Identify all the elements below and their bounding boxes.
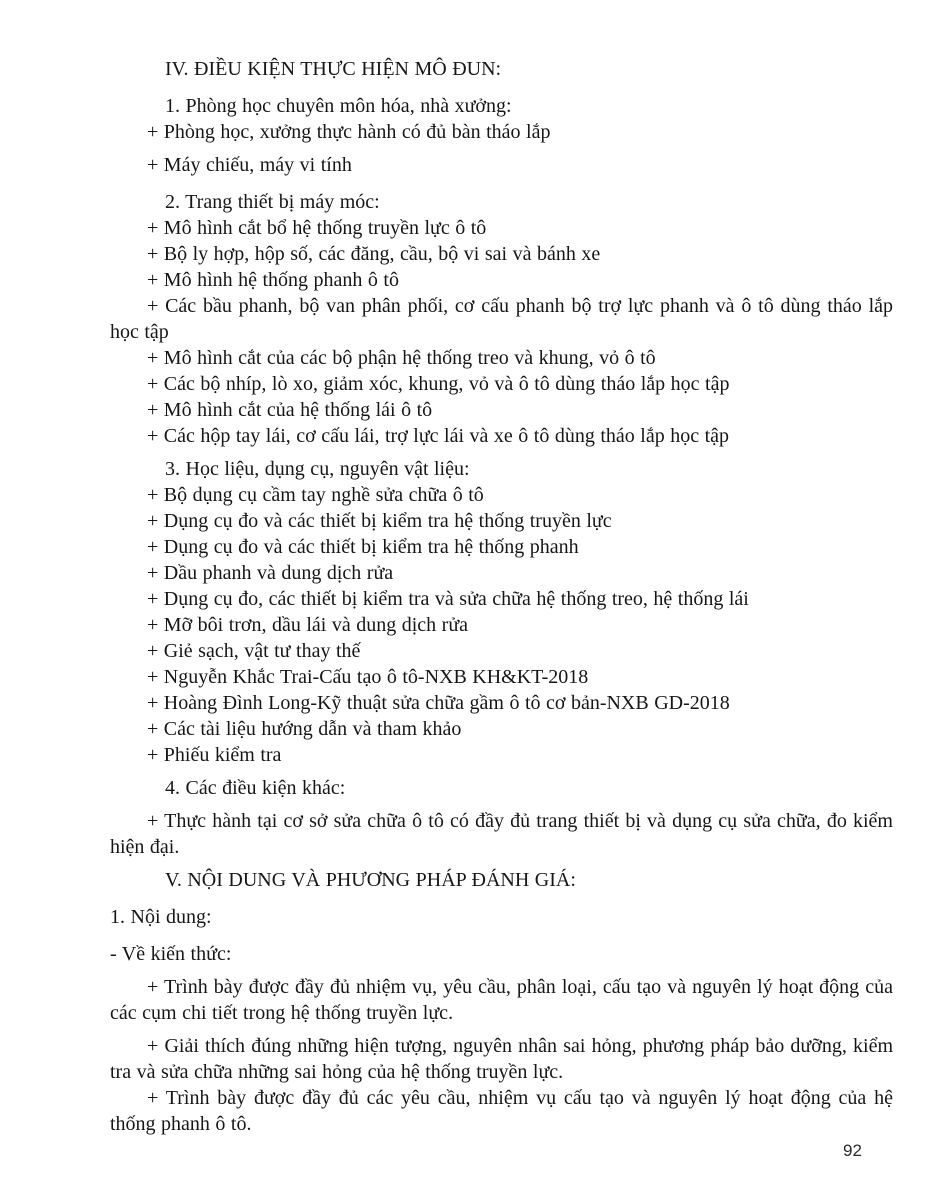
paragraph: 4. Các điều kiện khác: — [165, 777, 346, 799]
paragraph: + Bộ ly hợp, hộp số, các đăng, cầu, bộ vi sai và bánh xe — [147, 243, 601, 265]
paragraph: + Giẻ sạch, vật tư thay thế — [147, 640, 361, 662]
paragraph: + Bộ dụng cụ cầm tay nghề sửa chữa ô tô — [147, 484, 484, 506]
paragraph: + Nguyễn Khắc Trai-Cấu tạo ô tô-NXB KH&KT-2018 — [147, 666, 589, 688]
paragraph: + Máy chiếu, máy vi tính — [147, 154, 352, 176]
paragraph: V. NỘI DUNG VÀ PHƯƠNG PHÁP ĐÁNH GIÁ: — [165, 869, 576, 891]
paragraph: 1. Phòng học chuyên môn hóa, nhà xưởng: — [165, 95, 512, 117]
paragraph: + Mô hình hệ thống phanh ô tô — [147, 269, 399, 291]
paragraph: + Phiếu kiểm tra — [147, 744, 282, 766]
paragraph: + Mô hình cắt của các bộ phận hệ thống treo và khung, vỏ ô tô — [147, 347, 656, 369]
paragraph: + Giải thích đúng những hiện tượng, nguyên nhân sai hỏng, phương pháp bảo dưỡng, kiểm tra và sửa chữa những sai hỏng của hệ thống truyền lực. — [110, 1035, 893, 1083]
paragraph: + Trình bày được đầy đủ các yêu cầu, nhiệm vụ cấu tạo và nguyên lý hoạt động của hệ thống phanh ô tô. — [110, 1087, 893, 1135]
document-body — [110, 56, 893, 1137]
paragraph: + Dầu phanh và dung dịch rửa — [147, 562, 394, 584]
paragraph: + Dụng cụ đo và các thiết bị kiểm tra hệ thống truyền lực — [147, 510, 612, 532]
paragraph: IV. ĐIỀU KIỆN THỰC HIỆN MÔ ĐUN: — [165, 58, 502, 80]
paragraph: + Thực hành tại cơ sở sửa chữa ô tô có đầy đủ trang thiết bị và dụng cụ sửa chữa, đo kiểm hiện đại. — [110, 810, 893, 858]
paragraph: + Các hộp tay lái, cơ cấu lái, trợ lực lái và xe ô tô dùng tháo lắp học tập — [147, 425, 730, 447]
paragraph: + Trình bày được đầy đủ nhiệm vụ, yêu cầu, phân loại, cấu tạo và nguyên lý hoạt động của các cụm chi tiết trong hệ thống truyền lực. — [110, 976, 893, 1024]
paragraph: 3. Học liệu, dụng cụ, nguyên vật liệu: — [165, 458, 470, 480]
paragraph: + Phòng học, xưởng thực hành có đủ bàn tháo lắp — [147, 121, 551, 143]
paragraph: + Các tài liệu hướng dẫn và tham khảo — [147, 718, 462, 740]
paragraph: 1. Nội dung: — [110, 906, 212, 928]
paragraph: + Các bầu phanh, bộ van phân phối, cơ cấu phanh bộ trợ lực phanh và ô tô dùng tháo lắp học tập — [110, 295, 893, 343]
paragraph: + Dụng cụ đo, các thiết bị kiểm tra và sửa chữa hệ thống treo, hệ thống lái — [147, 588, 749, 610]
paragraph: + Dụng cụ đo và các thiết bị kiểm tra hệ thống phanh — [147, 536, 579, 558]
paragraph: - Về kiến thức: — [110, 943, 232, 965]
paragraph: 2. Trang thiết bị máy móc: — [165, 191, 380, 213]
paragraph: + Các bộ nhíp, lò xo, giảm xóc, khung, vỏ và ô tô dùng tháo lắp học tập — [147, 373, 730, 395]
paragraph: + Mô hình cắt bổ hệ thống truyền lực ô tô — [147, 217, 487, 239]
paragraph: + Mỡ bôi trơn, dầu lái và dung dịch rửa — [147, 614, 469, 636]
paragraph: + Mô hình cắt của hệ thống lái ô tô — [147, 399, 433, 421]
paragraph: + Hoàng Đình Long-Kỹ thuật sửa chữa gầm ô tô cơ bản-NXB GD-2018 — [147, 692, 730, 714]
page-number: 92 — [843, 1141, 862, 1160]
